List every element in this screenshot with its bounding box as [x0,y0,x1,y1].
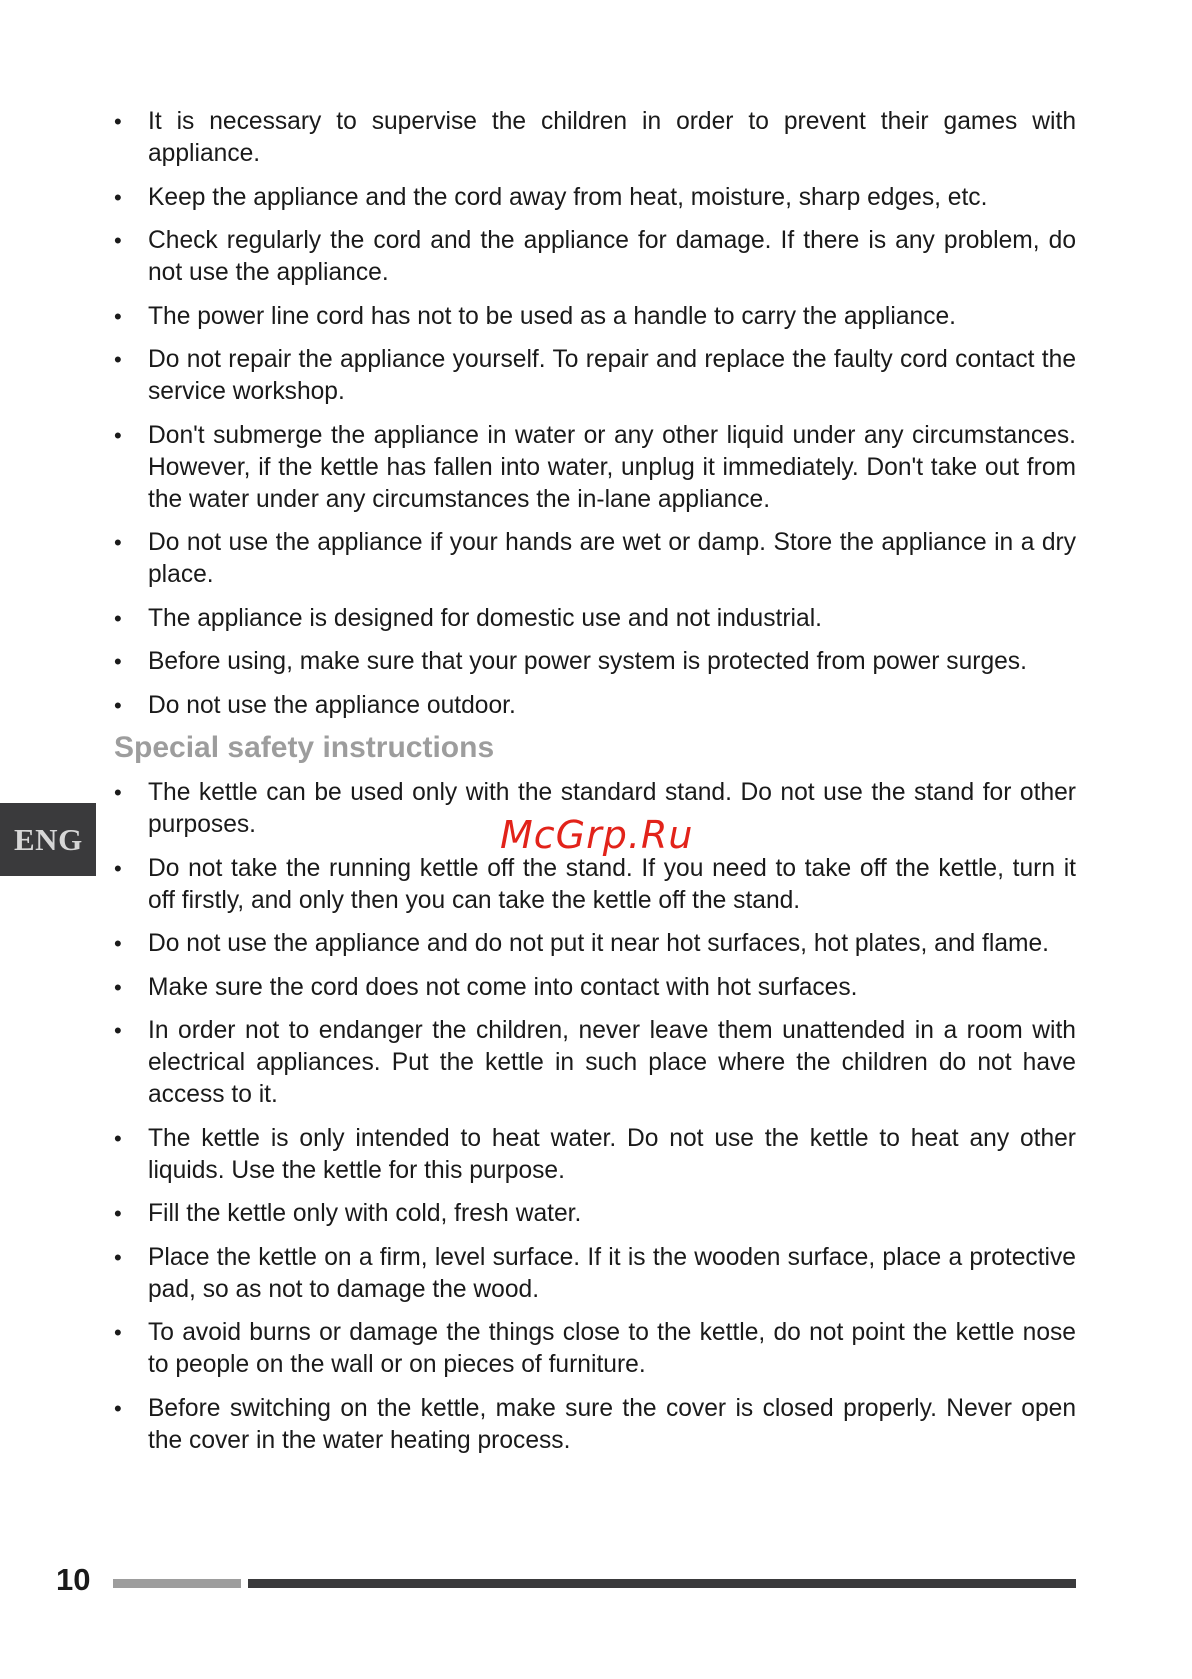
list-item-text: Fill the kettle only with cold, fresh water. [148,1200,582,1227]
list-item-text: Place the kettle on a firm, level surface. If it is the wooden surface, place a protective pad, so as not to damage the wood. [148,1243,1076,1303]
list-item [114,182,1076,214]
special-safety-list [114,777,1076,1457]
bullet-icon: • [114,1244,122,1270]
list-item [114,1393,1076,1457]
list-item-text: In order not to endanger the children, never leave them unattended in a room with electrical appliances. Put the kettle in such place where the children do not have access to it. [148,1017,1076,1108]
bullet-icon: • [114,649,122,674]
section-title: Special safety instructions [114,731,495,764]
list-item-text: Before using, make sure that your power system is protected from power surges. [148,648,1027,675]
bullet-icon: • [114,1018,122,1043]
list-item-text: Don't submerge the appliance in water or any other liquid under any circumstances. However, if the kettle has fallen into water, unplug it immediately. Don't take out from the water under any circumstances the in-lane appliance. [148,421,1076,513]
bullet-icon: • [114,974,122,1000]
bullet-icon: • [114,347,122,372]
list-item [114,690,1076,722]
list-item [114,527,1076,591]
list-item-text: Do not use the appliance and do not put it near hot surfaces, hot plates, and flame. [148,930,1049,957]
list-item [114,1123,1076,1187]
bullet-icon: • [114,605,122,631]
list-item [114,928,1076,960]
list-item-text: The appliance is designed for domestic use and not industrial. [148,604,822,632]
list-item-text: Do not use the appliance outdoor. [148,691,516,719]
bullet-icon: • [114,109,122,134]
list-item-text: The kettle is only intended to heat water. Do not use the kettle to heat any other liquids. Use the kettle for this purpose. [148,1124,1076,1184]
list-item [114,301,1076,333]
list-item [114,853,1076,917]
list-item [114,225,1076,289]
bullet-icon: • [114,1201,122,1226]
watermark: McGrp.Ru [500,813,694,857]
bullet-icon: • [114,931,122,956]
general-safety-list [114,106,1076,722]
list-item [114,106,1076,170]
list-item-text: Do not use the appliance if your hands are wet or damp. Store the appliance in a dry place. [148,529,1076,588]
page-number: 10 [56,1562,91,1597]
page-content [114,106,1076,1468]
list-item [114,646,1076,678]
list-item [114,1317,1076,1381]
list-item-text: It is necessary to supervise the children in order to prevent their games with appliance. [148,108,1076,167]
bullet-icon: • [114,855,122,881]
list-item [114,344,1076,408]
bullet-icon: • [114,780,122,805]
list-item [114,1242,1076,1306]
list-item [114,1015,1076,1111]
language-tab: ENG [0,803,96,876]
bullet-icon: • [114,1395,122,1421]
list-item-text: Do not repair the appliance yourself. To repair and replace the faulty cord contact the service workshop. [148,346,1076,405]
bullet-icon: • [114,530,122,555]
list-item [114,972,1076,1004]
list-item [114,1198,1076,1230]
bullet-icon: • [114,184,122,210]
bullet-icon: • [114,1320,122,1345]
list-item-text: Before switching on the kettle, make sure the cover is closed properly. Never open the cover in the water heating process. [148,1394,1076,1454]
list-item-text: Make sure the cord does not come into contact with hot surfaces. [148,973,858,1001]
list-item-text: The power line cord has not to be used as a handle to carry the appliance. [148,302,957,330]
bullet-icon: • [114,303,122,329]
bullet-icon: • [114,228,122,253]
bullet-icon: • [114,1125,122,1151]
footer-bar-light [113,1579,241,1588]
bullet-icon: • [114,422,122,448]
list-item-text: To avoid burns or damage the things close to the kettle, do not point the kettle nose to people on the wall or on pieces of furniture. [148,1319,1076,1378]
list-item [114,420,1076,516]
list-item-text: The kettle can be used only with the standard stand. Do not use the stand for other purposes. [148,779,1076,838]
footer-bar-dark [248,1579,1076,1588]
list-item-text: Do not take the running kettle off the stand. If you need to take off the kettle, turn it off firstly, and only then you can take the kettle off the stand. [148,854,1076,914]
bullet-icon: • [114,692,122,718]
list-item-text: Check regularly the cord and the appliance for damage. If there is any problem, do not use the appliance. [148,227,1076,286]
list-item-text: Keep the appliance and the cord away from heat, moisture, sharp edges, etc. [148,183,988,211]
list-item [114,603,1076,635]
